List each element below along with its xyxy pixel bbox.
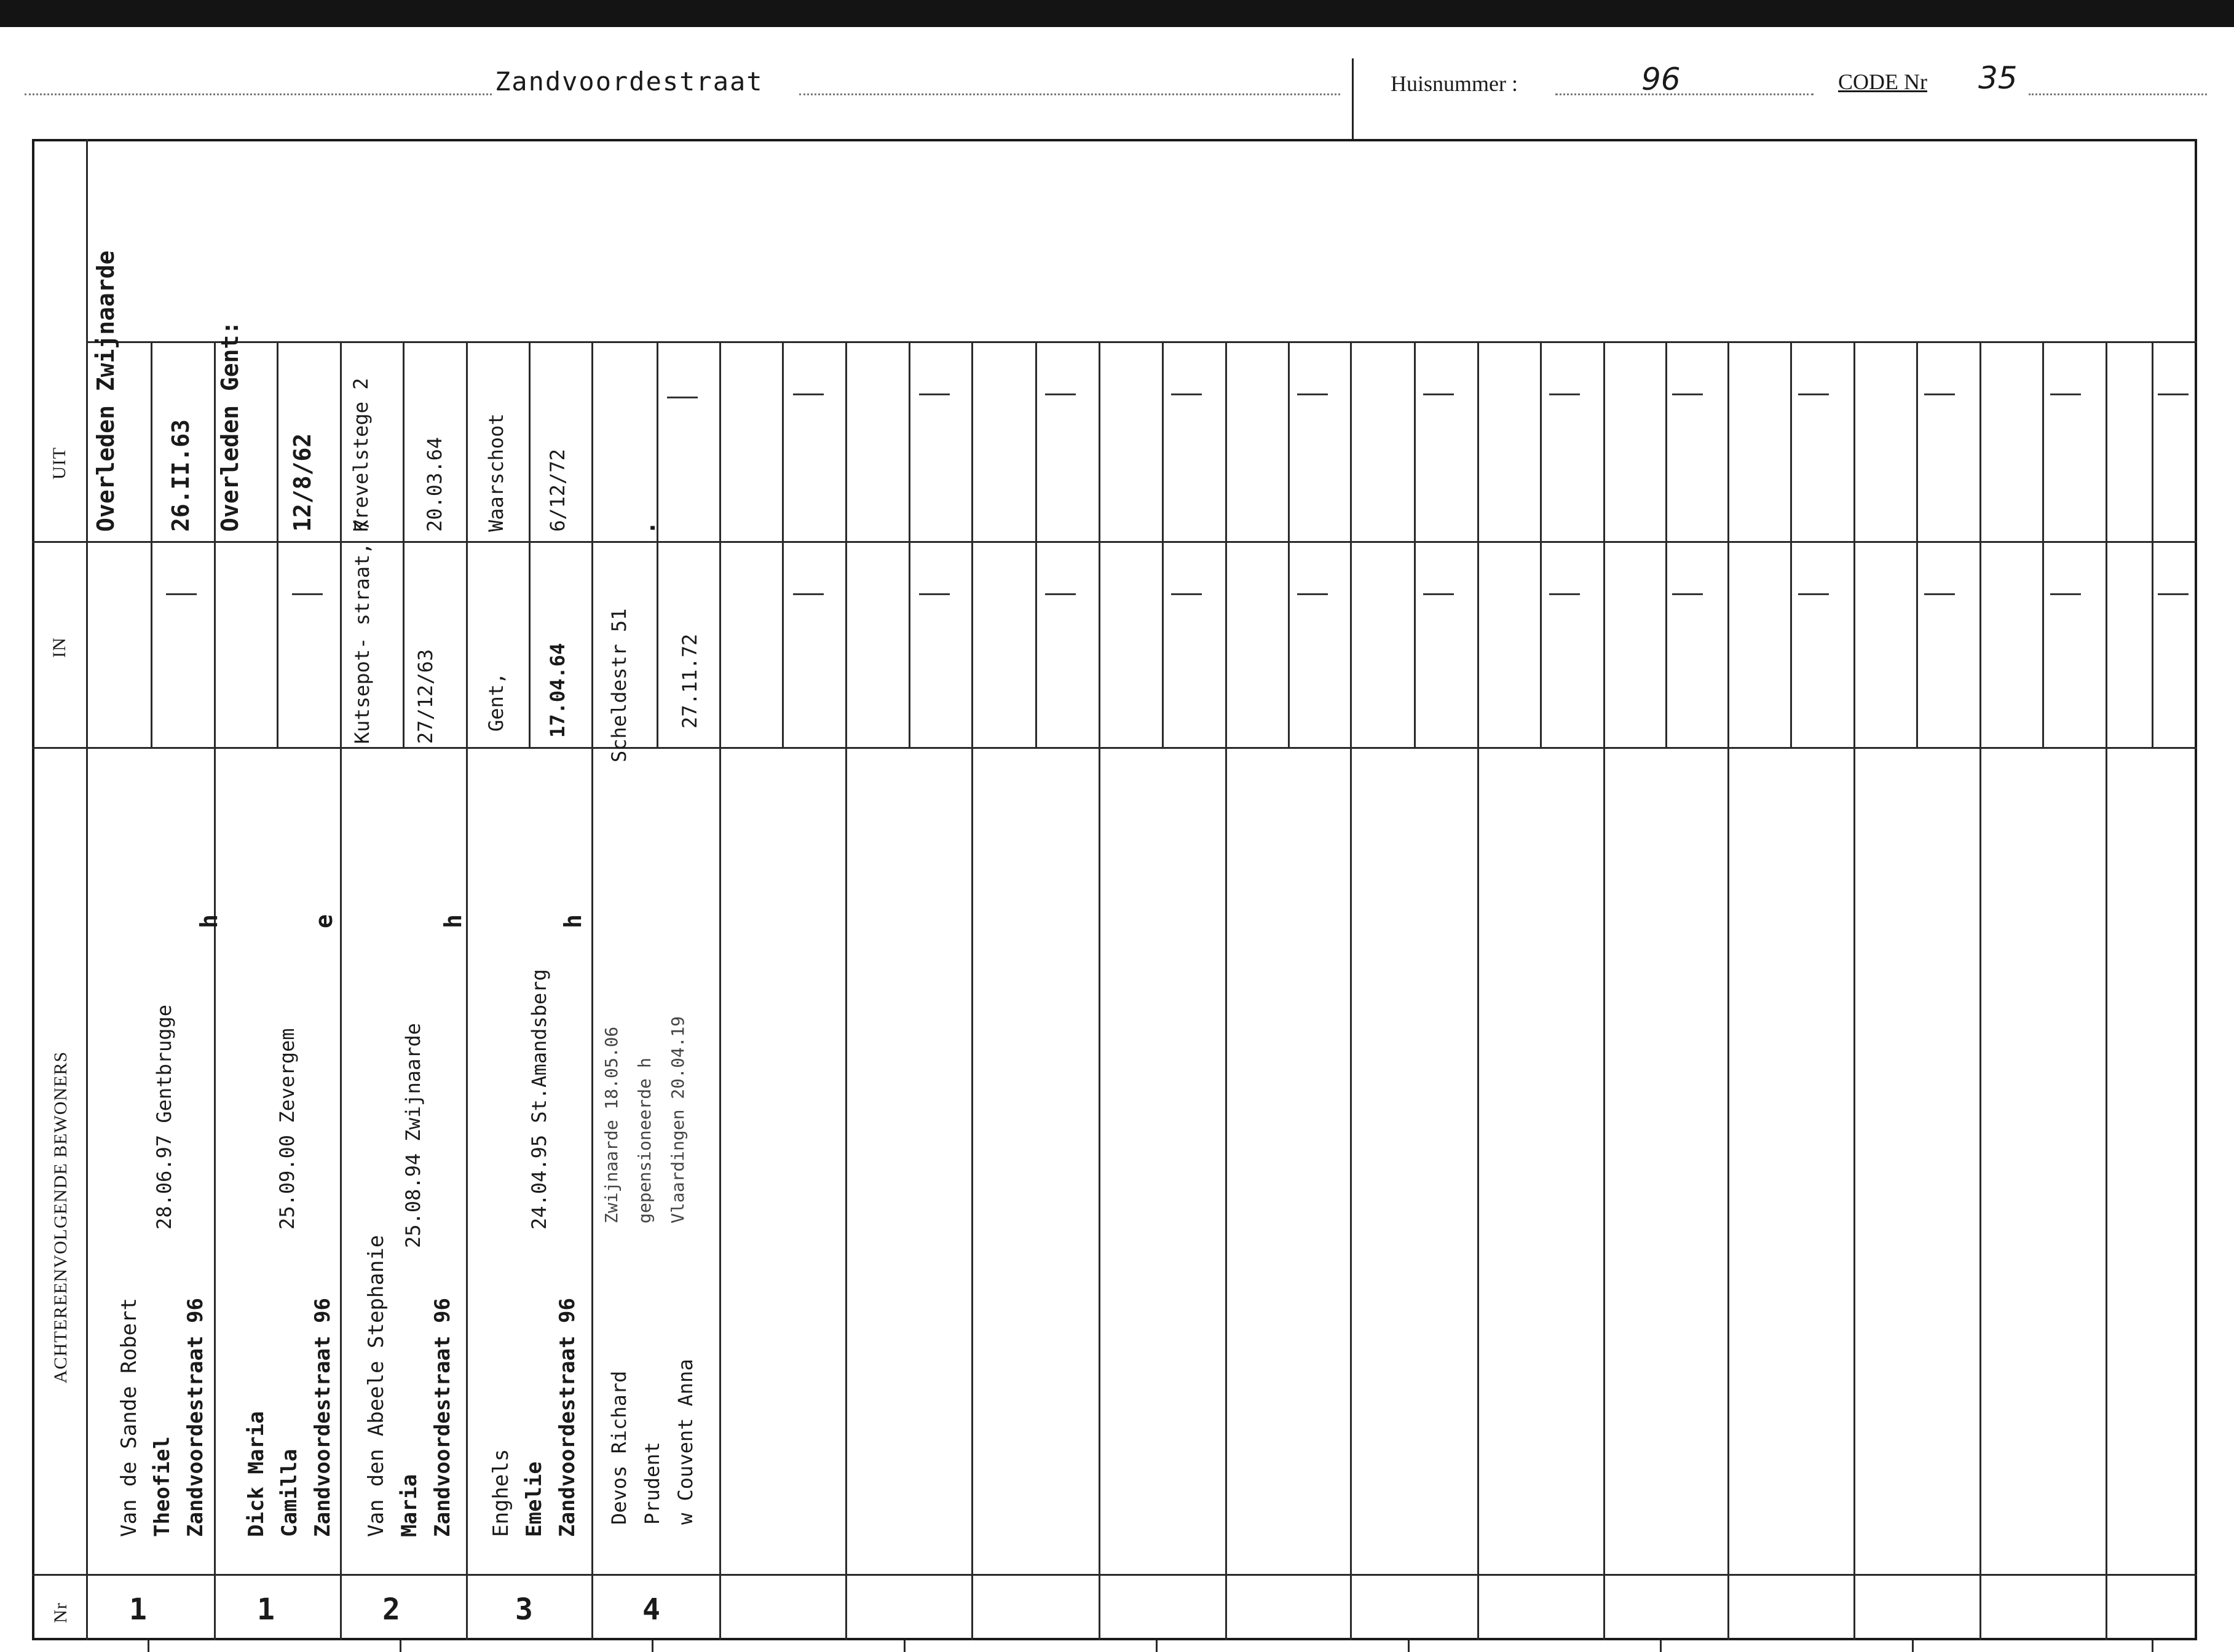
row-1-uit-date: 26.II.63 [167, 419, 194, 532]
col-line [1603, 341, 1605, 1640]
empty-in-dash [1297, 593, 1328, 595]
empty-uit-dash [1798, 393, 1829, 395]
bottom-tick [904, 1640, 906, 1652]
empty-uit-dash [1297, 393, 1328, 395]
bottom-tick [1408, 1640, 1410, 1652]
row-4-in-place: Gent, [484, 672, 508, 732]
row-2-in-date-dash [292, 593, 323, 595]
row-5-resident [602, 1359, 702, 1525]
empty-in-dash [2158, 593, 2189, 595]
row-4-uit-place: Waarschoot [484, 413, 508, 532]
bottom-tick [148, 1640, 149, 1652]
row-1-nr: 1 [129, 1592, 147, 1627]
row-1-address: Zandvoordestraat 96 [183, 1298, 208, 1537]
code-number-value: 35 [1978, 60, 2018, 96]
sub-line [1162, 341, 1164, 747]
empty-uit-dash [1045, 393, 1076, 395]
row-4-mark: h [559, 914, 586, 928]
row-4-nr: 3 [515, 1592, 533, 1627]
row-1-resident [112, 1298, 212, 1537]
row-1-uit-place: Overleden Zwijnaarde [92, 250, 119, 532]
row-1-in-date-dash [166, 593, 197, 595]
row-4-birth: 24.04.95 St.Amandsberg [527, 969, 551, 1230]
empty-in-dash [1798, 593, 1829, 595]
header-separator [1352, 58, 1354, 140]
street-leader-dots-right [799, 93, 1340, 95]
column-title-nr: Nr [50, 1602, 71, 1623]
row-3-address: Zandvoordestraat 96 [430, 1298, 455, 1537]
sub-line [1288, 341, 1290, 747]
scan-top-edge [0, 0, 2234, 27]
street-name: Zandvoordestraat [495, 66, 764, 97]
sub-line [657, 341, 658, 747]
col-line [1477, 341, 1479, 1640]
row-5-occupation: gepensioneerde h [634, 1057, 655, 1223]
empty-in-dash [1423, 593, 1454, 595]
sub-line [1540, 341, 1542, 747]
row-3-nr: 2 [382, 1592, 400, 1627]
row-4-address: Zandvoordestraat 96 [555, 1298, 580, 1537]
row-5-uit-place: . [633, 521, 660, 535]
house-number-value: 96 [1641, 61, 1681, 97]
empty-in-dash [1171, 593, 1202, 595]
sub-line [2042, 341, 2044, 747]
row-5-in-place: Scheldestr 51 [607, 608, 631, 762]
empty-uit-dash [1171, 393, 1202, 395]
code-number-dots [2029, 93, 2207, 95]
row-4-resident [484, 1298, 584, 1537]
row-4-name: Enghels [489, 1448, 513, 1537]
rule-residents-nr [32, 1574, 2197, 1576]
sub-line [403, 341, 405, 747]
row-1-name: Van de Sande Robert [117, 1298, 141, 1537]
row-3-mark: h [440, 914, 467, 928]
sub-line [909, 341, 910, 747]
column-title-residents: ACHTEREENVOLGENDE BEWONERS [50, 1051, 71, 1383]
bottom-tick [400, 1640, 401, 1652]
empty-uit-dash [1423, 393, 1454, 395]
sub-line [1414, 341, 1416, 747]
sub-line [151, 341, 152, 747]
row-5-notes [595, 1016, 695, 1223]
col-line [845, 341, 847, 1640]
col-line [971, 341, 973, 1640]
empty-uit-dash [2158, 393, 2189, 395]
row-2-mark: e [310, 914, 337, 928]
col-line-title [86, 139, 88, 1640]
row-5-spouse: w Couvent Anna [674, 1359, 697, 1525]
row-4-uit-date: 6/12/72 [546, 449, 569, 532]
row-1-mark: h [195, 914, 223, 928]
house-number-dots [1555, 93, 1814, 95]
row-2-address: Zandvoordestraat 96 [310, 1298, 335, 1537]
col-line [2106, 341, 2107, 1640]
sub-line [529, 341, 531, 747]
row-5-birth: Zwijnaarde 18.05.06 [601, 1026, 622, 1223]
row-5-nr: 4 [642, 1592, 660, 1627]
column-title-uit: UIT [49, 447, 69, 480]
row-5-name: Devos Richard [607, 1370, 631, 1525]
row-4-given-name: Emelie [522, 1461, 547, 1537]
bottom-tick [1912, 1640, 1914, 1652]
bottom-tick [1660, 1640, 1662, 1652]
register-table [32, 139, 2197, 1640]
sub-line [2152, 341, 2153, 747]
col-line [1979, 341, 1981, 1640]
sub-line [1035, 341, 1037, 747]
col-line [1727, 341, 1729, 1640]
row-4-in-date: 17.04.64 [546, 642, 569, 738]
empty-uit-dash [2050, 393, 2081, 395]
empty-uit-dash [1672, 393, 1703, 395]
col-line [1853, 341, 1855, 1640]
row-5-uit-date-dash [667, 397, 698, 398]
bottom-tick [2152, 1640, 2153, 1652]
col-line [719, 341, 721, 1640]
sub-line [1665, 341, 1667, 747]
row-5-in-date: 27.11.72 [678, 633, 701, 729]
empty-in-dash [793, 593, 824, 595]
col-line [214, 341, 216, 1640]
col-line [1350, 341, 1352, 1640]
row-3-name: Van den Abeele Stephanie [364, 1235, 389, 1537]
column-title-in: IN [49, 637, 69, 658]
row-1-birth: 28.06.97 Gentbrugge [152, 1004, 176, 1230]
row-2-given-name: Camilla [277, 1448, 302, 1537]
bottom-tick [652, 1640, 653, 1652]
empty-in-dash [1924, 593, 1955, 595]
bottom-tick [1156, 1640, 1158, 1652]
row-3-in-date: 27/12/63 [414, 649, 437, 744]
row-2-uit-place: Overleden Gent: [216, 320, 243, 532]
sub-line [277, 341, 278, 747]
col-line [1225, 341, 1227, 1640]
sub-line [1916, 341, 1918, 747]
empty-in-dash [2050, 593, 2081, 595]
empty-uit-dash [1924, 393, 1955, 395]
code-label: CODE Nr [1838, 69, 1927, 94]
empty-in-dash [1549, 593, 1580, 595]
sub-line [1790, 341, 1792, 747]
col-line [1099, 341, 1100, 1640]
row-3-uit-place: Krevelstege 2 [349, 377, 373, 532]
house-number-label: Huisnummer : [1391, 71, 1518, 96]
row-2-name: Dick Maria [244, 1411, 269, 1537]
row-5-marriage: Vlaardingen 20.04.19 [668, 1016, 688, 1223]
row-5-given-name: Prudent [641, 1442, 664, 1525]
row-3-resident [360, 1235, 459, 1537]
col-line [591, 341, 593, 1640]
col-line [340, 341, 342, 1640]
row-2-nr: 1 [257, 1592, 275, 1627]
empty-uit-dash [1549, 393, 1580, 395]
empty-uit-dash [793, 393, 824, 395]
row-2-birth: 25.09.00 Zevergem [275, 1028, 299, 1230]
empty-uit-dash [919, 393, 950, 395]
row-3-given-name: Maria [397, 1474, 422, 1537]
sub-line [782, 341, 784, 747]
rule-in-residents [32, 747, 2197, 749]
empty-in-dash [919, 593, 950, 595]
row-1-given-name: Theofiel [150, 1436, 175, 1537]
col-line [466, 341, 468, 1640]
row-3-in-place: Kutsepot- straat, 7 [350, 518, 374, 744]
row-2-resident [240, 1298, 339, 1537]
row-3-uit-date: 20.03.64 [423, 437, 446, 532]
row-2-uit-date: 12/8/62 [289, 433, 316, 532]
empty-in-dash [1672, 593, 1703, 595]
empty-in-dash [1045, 593, 1076, 595]
row-3-birth: 25.08.94 Zwijnaarde [401, 1022, 425, 1248]
street-leader-dots-left [25, 93, 492, 95]
